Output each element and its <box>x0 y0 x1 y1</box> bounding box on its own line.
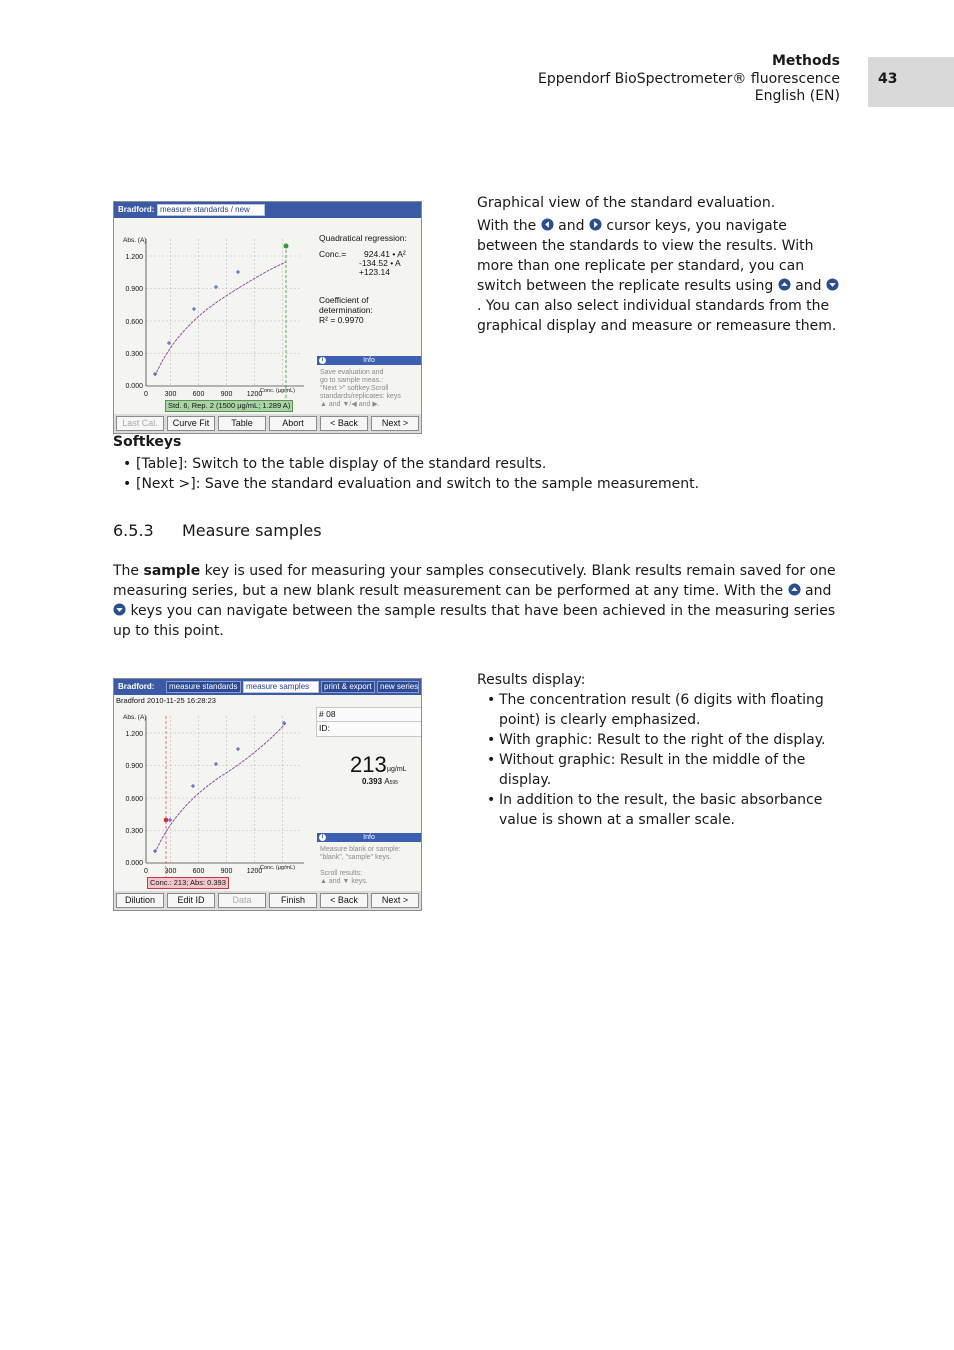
info-text: Save evaluation and go to sample meas.: "Next >" softkey.Scroll standards/replicates: keys ▲ and ▼/◀ and ▶. <box>320 369 401 408</box>
standard-markers <box>153 721 286 853</box>
screen-title-bar <box>114 679 421 695</box>
x-tick-label: 900 <box>220 868 233 875</box>
list-item: • [Table]: Switch to the table display of the standard results. <box>113 454 843 474</box>
curve-fit-softkey[interactable]: Curve Fit <box>167 416 215 431</box>
tab-measure-standards[interactable]: measure standards <box>166 681 241 693</box>
sample-result-marker <box>164 818 169 823</box>
y-tick-label: 0.000 <box>125 383 143 390</box>
x-tick-label: 300 <box>164 868 177 875</box>
x-tick-label: 600 <box>192 868 205 875</box>
regression-curve <box>155 723 286 853</box>
y-tick-label: 0.300 <box>125 828 143 835</box>
conc-equation-label: Conc.= <box>319 249 347 259</box>
standard-marker <box>236 270 240 274</box>
dilution-softkey[interactable]: Dilution <box>116 893 164 908</box>
coefficient-a2: 924.41 • A² <box>364 249 406 259</box>
y-tick-label: 0.600 <box>125 796 143 803</box>
r-squared-value: R² = 0.9970 <box>319 315 364 325</box>
x-axis-label: Conc. (µg/mL) <box>260 388 295 394</box>
finish-softkey[interactable]: Finish <box>269 893 317 908</box>
sample-key-name: sample <box>143 563 201 579</box>
info-header: i Info <box>317 833 421 842</box>
selected-standard-label: Std. 6, Rep. 2 (1500 µg/mL; 1.289 A) <box>165 400 293 412</box>
determination-title-2: determination: <box>319 305 373 315</box>
results-display-description <box>477 670 842 830</box>
down-cursor-key-icon <box>113 603 126 616</box>
standard-marker <box>168 818 172 822</box>
method-label: Bradford: <box>118 682 155 691</box>
page-number: 43 <box>878 71 898 87</box>
tab-measure-samples[interactable]: measure samples <box>243 681 319 693</box>
section-heading <box>113 521 322 541</box>
data-softkey[interactable]: Data <box>218 893 266 908</box>
tab-print-export[interactable]: print & export <box>321 681 375 693</box>
absorbance-unit: A <box>384 777 390 786</box>
up-cursor-key-icon <box>788 583 801 596</box>
next-softkey[interactable]: Next > <box>371 893 419 908</box>
measure-samples-paragraph: The sample key is used for measuring your samples consecutively. Blank results remain saved for one measuring series, but a new blank result measurement can be performed at any time. With the and keys you can navigate between the sample results that have been achieved in the measuring series up to this point. <box>113 563 836 639</box>
method-label: Bradford: <box>118 205 155 214</box>
sample-curve-plot <box>114 695 314 891</box>
edit-id-softkey[interactable]: Edit ID <box>167 893 215 908</box>
result-unit: µg/mL <box>387 766 407 773</box>
y-tick-label: 1.200 <box>125 254 143 261</box>
x-tick-label: 0 <box>144 391 148 398</box>
plot-grid <box>146 716 301 863</box>
list-item: • With graphic: Result to the right of the display. <box>477 730 842 750</box>
info-text: Measure blank or sample: "blank", "sample" keys. Scroll results: ▲ and ▼ keys. <box>320 846 401 885</box>
y-tick-label: 0.300 <box>125 351 143 358</box>
list-item: • In addition to the result, the basic absorbance value is shown at a smaller scale. <box>477 790 842 830</box>
screen-title-bar <box>114 202 421 218</box>
results-list <box>477 690 842 830</box>
section-number: 6.5.3 <box>113 521 154 540</box>
x-tick-label: 300 <box>164 391 177 398</box>
standard-marker <box>191 784 195 788</box>
regression-title: Quadratical regression: <box>319 233 407 243</box>
result-value: 213 <box>350 752 387 777</box>
language-label: English (EN) <box>754 88 840 104</box>
x-tick-label: 0 <box>144 868 148 875</box>
x-tick-label: 1200 <box>246 868 263 875</box>
series-timestamp: Bradford 2010-11-25 16:28:23 <box>116 696 216 705</box>
sample-conc-label: Conc.: 213; Abs: 0.393 <box>147 877 229 889</box>
standard-markers <box>153 270 240 376</box>
table-softkey[interactable]: Table <box>218 416 266 431</box>
sample-id-field[interactable]: ID: <box>319 723 330 733</box>
selected-standard-marker <box>284 244 289 249</box>
section-title: Measure samples <box>182 521 322 540</box>
navigation-paragraph: With the and cursor keys, you navigate between the standards to view the results. With more than one replicate per standard, you can switch between the replicate results using and . You can also select individual standards from the graphical display and measure or remeasure them. <box>477 216 842 336</box>
y-axis-label: Abs. (A) <box>123 237 147 244</box>
y-tick-label: 1.200 <box>125 731 143 738</box>
next-softkey[interactable]: Next > <box>371 416 419 431</box>
info-icon: i <box>319 834 326 841</box>
y-axis-label: Abs. (A) <box>123 714 147 721</box>
tab-new-series[interactable]: new series <box>377 681 419 693</box>
tab-measure-standards-new[interactable]: measure standards / new <box>157 204 265 216</box>
coefficient-const: +123.14 <box>359 267 390 277</box>
list-item: • [Next >]: Save the standard evaluation and switch to the sample measurement. <box>113 474 843 494</box>
coefficient-a: -134.52 • A <box>359 258 401 268</box>
softkeys-list <box>113 454 843 494</box>
up-cursor-key-icon <box>778 278 791 291</box>
y-tick-label: 0.600 <box>125 319 143 326</box>
product-name: Eppendorf BioSpectrometer® fluorescence <box>537 70 840 87</box>
standard-curve-plot <box>114 218 314 414</box>
standard-marker <box>153 849 157 853</box>
left-cursor-key-icon <box>541 218 554 231</box>
results-heading: Results display: <box>477 672 586 688</box>
screen-sample-results <box>113 678 422 911</box>
back-softkey[interactable]: < Back <box>320 416 368 431</box>
absorbance-value: 0.393 A595 <box>362 777 398 786</box>
section-name: Methods <box>771 53 840 69</box>
sample-info-box <box>316 707 422 737</box>
back-softkey[interactable]: < Back <box>320 893 368 908</box>
screen-standard-evaluation <box>113 201 422 434</box>
list-item: • The concentration result (6 digits with floating point) is clearly emphasized. <box>477 690 842 730</box>
info-icon: i <box>319 357 326 364</box>
down-cursor-key-icon <box>826 278 839 291</box>
page-number-box <box>868 57 954 107</box>
softkey-bar <box>114 414 421 433</box>
x-tick-label: 900 <box>220 391 233 398</box>
softkey-bar <box>114 891 421 910</box>
right-cursor-key-icon <box>589 218 602 231</box>
y-tick-label: 0.900 <box>125 286 143 293</box>
x-axis-label: Conc. (µg/mL) <box>260 865 295 871</box>
plot-grid <box>146 239 301 386</box>
standard-evaluation-description <box>477 193 842 336</box>
standard-marker <box>192 307 196 311</box>
x-tick-label: 1200 <box>246 391 263 398</box>
x-tick-label: 600 <box>192 391 205 398</box>
last-cal-softkey[interactable]: Last Cal. <box>116 416 164 431</box>
determination-title: Coefficient of <box>319 295 369 305</box>
running-header <box>538 53 840 106</box>
y-tick-label: 0.900 <box>125 763 143 770</box>
abort-softkey[interactable]: Abort <box>269 416 317 431</box>
standard-marker <box>236 747 240 751</box>
regression-curve <box>155 262 286 376</box>
softkeys-heading: Softkeys <box>113 434 182 450</box>
absorbance-wavelength: 595 <box>389 780 398 786</box>
list-item: • Without graphic: Result in the middle of the display. <box>477 750 842 790</box>
sample-number: # 08 <box>319 709 336 719</box>
description-line: Graphical view of the standard evaluation. <box>477 195 776 211</box>
standard-marker <box>153 372 157 376</box>
info-header: i Info <box>317 356 421 365</box>
y-tick-label: 0.000 <box>125 860 143 867</box>
